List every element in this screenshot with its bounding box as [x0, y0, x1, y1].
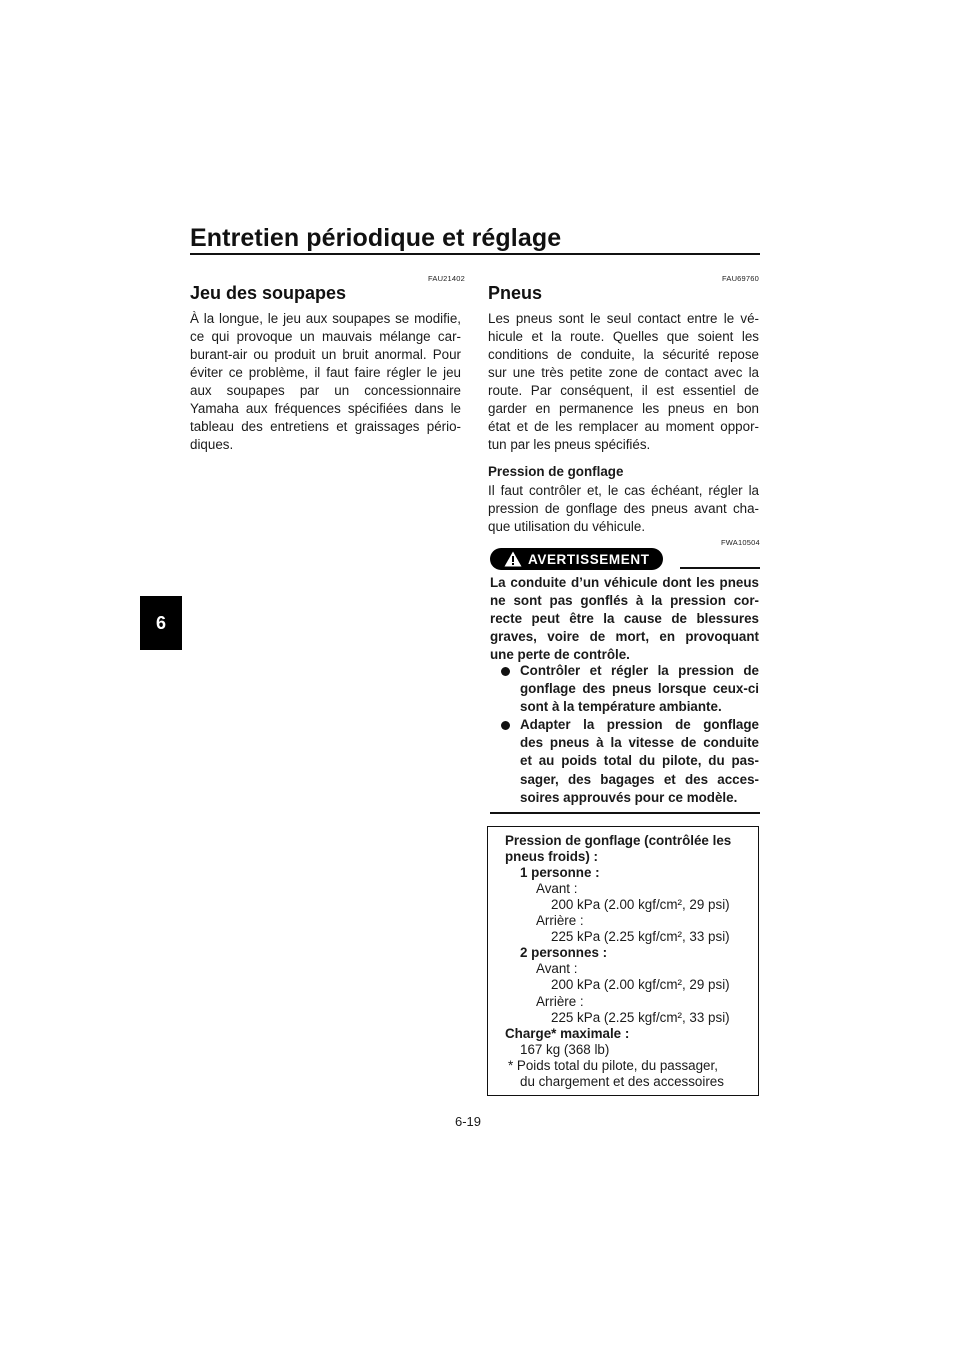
text-line: tableau des entretiens et graissages pério- [190, 419, 461, 434]
page-title: Entretien périodique et réglage [190, 224, 562, 252]
text-line: conditions de conduite, la sécurité repose [488, 347, 759, 362]
spec-max-load-value: 167 kg (368 lb) [520, 1042, 610, 1057]
text-line: tun par les pneus spécifiés. [488, 437, 651, 452]
warning-end-rule [490, 812, 760, 814]
text-line: recte peut être la cause de blessures [490, 611, 759, 627]
text-line: À la longue, le jeu aux soupapes se modifie, [190, 311, 461, 326]
spec-rear-label: Arrière : [536, 913, 584, 928]
bullet-icon [501, 667, 510, 676]
warning-text [490, 574, 759, 664]
text-line: Contrôler et régler la pression de [520, 663, 759, 678]
heading-tire-pressure: Pression de gonflage [488, 464, 624, 479]
chapter-tab: 6 [140, 596, 182, 650]
warning-triangle-icon [504, 551, 522, 567]
text-line: sager, des bagages et des acces- [520, 771, 759, 787]
text-line: garder en permanence les pneus en bon [488, 401, 759, 416]
text-line: Les pneus sont le seul contact entre le vé- [488, 311, 759, 326]
list-item [490, 716, 759, 806]
text-line: que utilisation du véhicule. [488, 519, 646, 534]
section-code-valve: FAU21402 [428, 274, 466, 283]
heading-tires: Pneus [488, 283, 543, 303]
spec-front-value: 200 kPa (2.00 kgf/cm², 29 psi) [551, 977, 730, 992]
text-line: sont à la température ambiante. [520, 699, 722, 715]
spec-max-load: Charge* maximale : [505, 1026, 630, 1041]
text-line: gonflage des pneus lorsque ceux-ci [520, 681, 759, 697]
text-line: une perte de contrôle. [490, 647, 630, 663]
spec-rear-value: 225 kPa (2.25 kgf/cm², 33 psi) [551, 929, 730, 944]
list-item [490, 662, 759, 716]
text-line: ne sont pas gonflés à la pression cor- [490, 593, 759, 609]
text-line: Adapter la pression de gonflage [520, 717, 759, 733]
spec-front-value: 200 kPa (2.00 kgf/cm², 29 psi) [551, 897, 730, 912]
text-line: burant-air ou produit un bruit anormal. Pour [190, 347, 461, 362]
tire-pressure-spec-box [487, 826, 759, 1096]
section-code-tires: FAU69760 [722, 274, 760, 283]
spec-title: Pression de gonflage (contrôlée les [505, 833, 732, 848]
spec-footnote: du chargement et des accessoires [520, 1074, 724, 1089]
text-line: Yamaha aux fréquences spécifiées dans le [190, 401, 461, 416]
text-line: graves, voire de mort, en provoquant [490, 629, 759, 645]
text-line: La conduite d’un véhicule dont les pneus [490, 575, 759, 590]
spec-one-person: 1 personne : [520, 865, 600, 880]
spec-front-label: Avant : [536, 881, 578, 896]
warning-label: AVERTISSEMENT [528, 551, 650, 567]
warning-code: FWA10504 [721, 538, 760, 547]
text-line: Il faut contrôler et, le cas échéant, régler la [488, 483, 759, 498]
spec-rear-label: Arrière : [536, 994, 584, 1009]
spec-front-label: Avant : [536, 961, 578, 976]
text-line: des pneus à la vitesse de conduite [520, 735, 759, 751]
text-line: soires approuvés pour ce modèle. [520, 789, 738, 805]
text-line: hicule et la route. Quelles que soient les [488, 329, 759, 344]
header-rule [190, 253, 760, 255]
bullet-icon [501, 721, 510, 730]
text-line: pression de gonflage des pneus avant cha- [488, 501, 759, 516]
heading-valve-clearance: Jeu des soupapes [190, 283, 347, 303]
text-line: route. Par conséquent, il est essentiel de [488, 383, 759, 398]
text-line: diques. [190, 437, 234, 452]
text-line: éviter ce problème, il faut faire régler le jeu [190, 365, 461, 380]
spec-rear-value: 225 kPa (2.25 kgf/cm², 33 psi) [551, 1010, 730, 1025]
text-line: et au poids total du pilote, du pas- [520, 753, 759, 769]
warning-bullet-list [490, 662, 759, 807]
text-line: état et de les remplacer au moment oppor- [488, 419, 759, 434]
text-line: sur une très petite zone de contact avec la [488, 365, 759, 380]
text-line: ce qui provoque un mauvais mélange car- [190, 329, 461, 344]
spec-footnote: * Poids total du pilote, du passager, [508, 1058, 718, 1073]
page-number: 6-19 [455, 1114, 482, 1129]
warning-badge [490, 548, 663, 570]
warning-rule [680, 567, 760, 569]
spec-title: pneus froids) : [505, 849, 598, 864]
spec-two-persons: 2 personnes : [520, 945, 608, 960]
text-line: aux soupapes par un concessionnaire [190, 383, 461, 398]
